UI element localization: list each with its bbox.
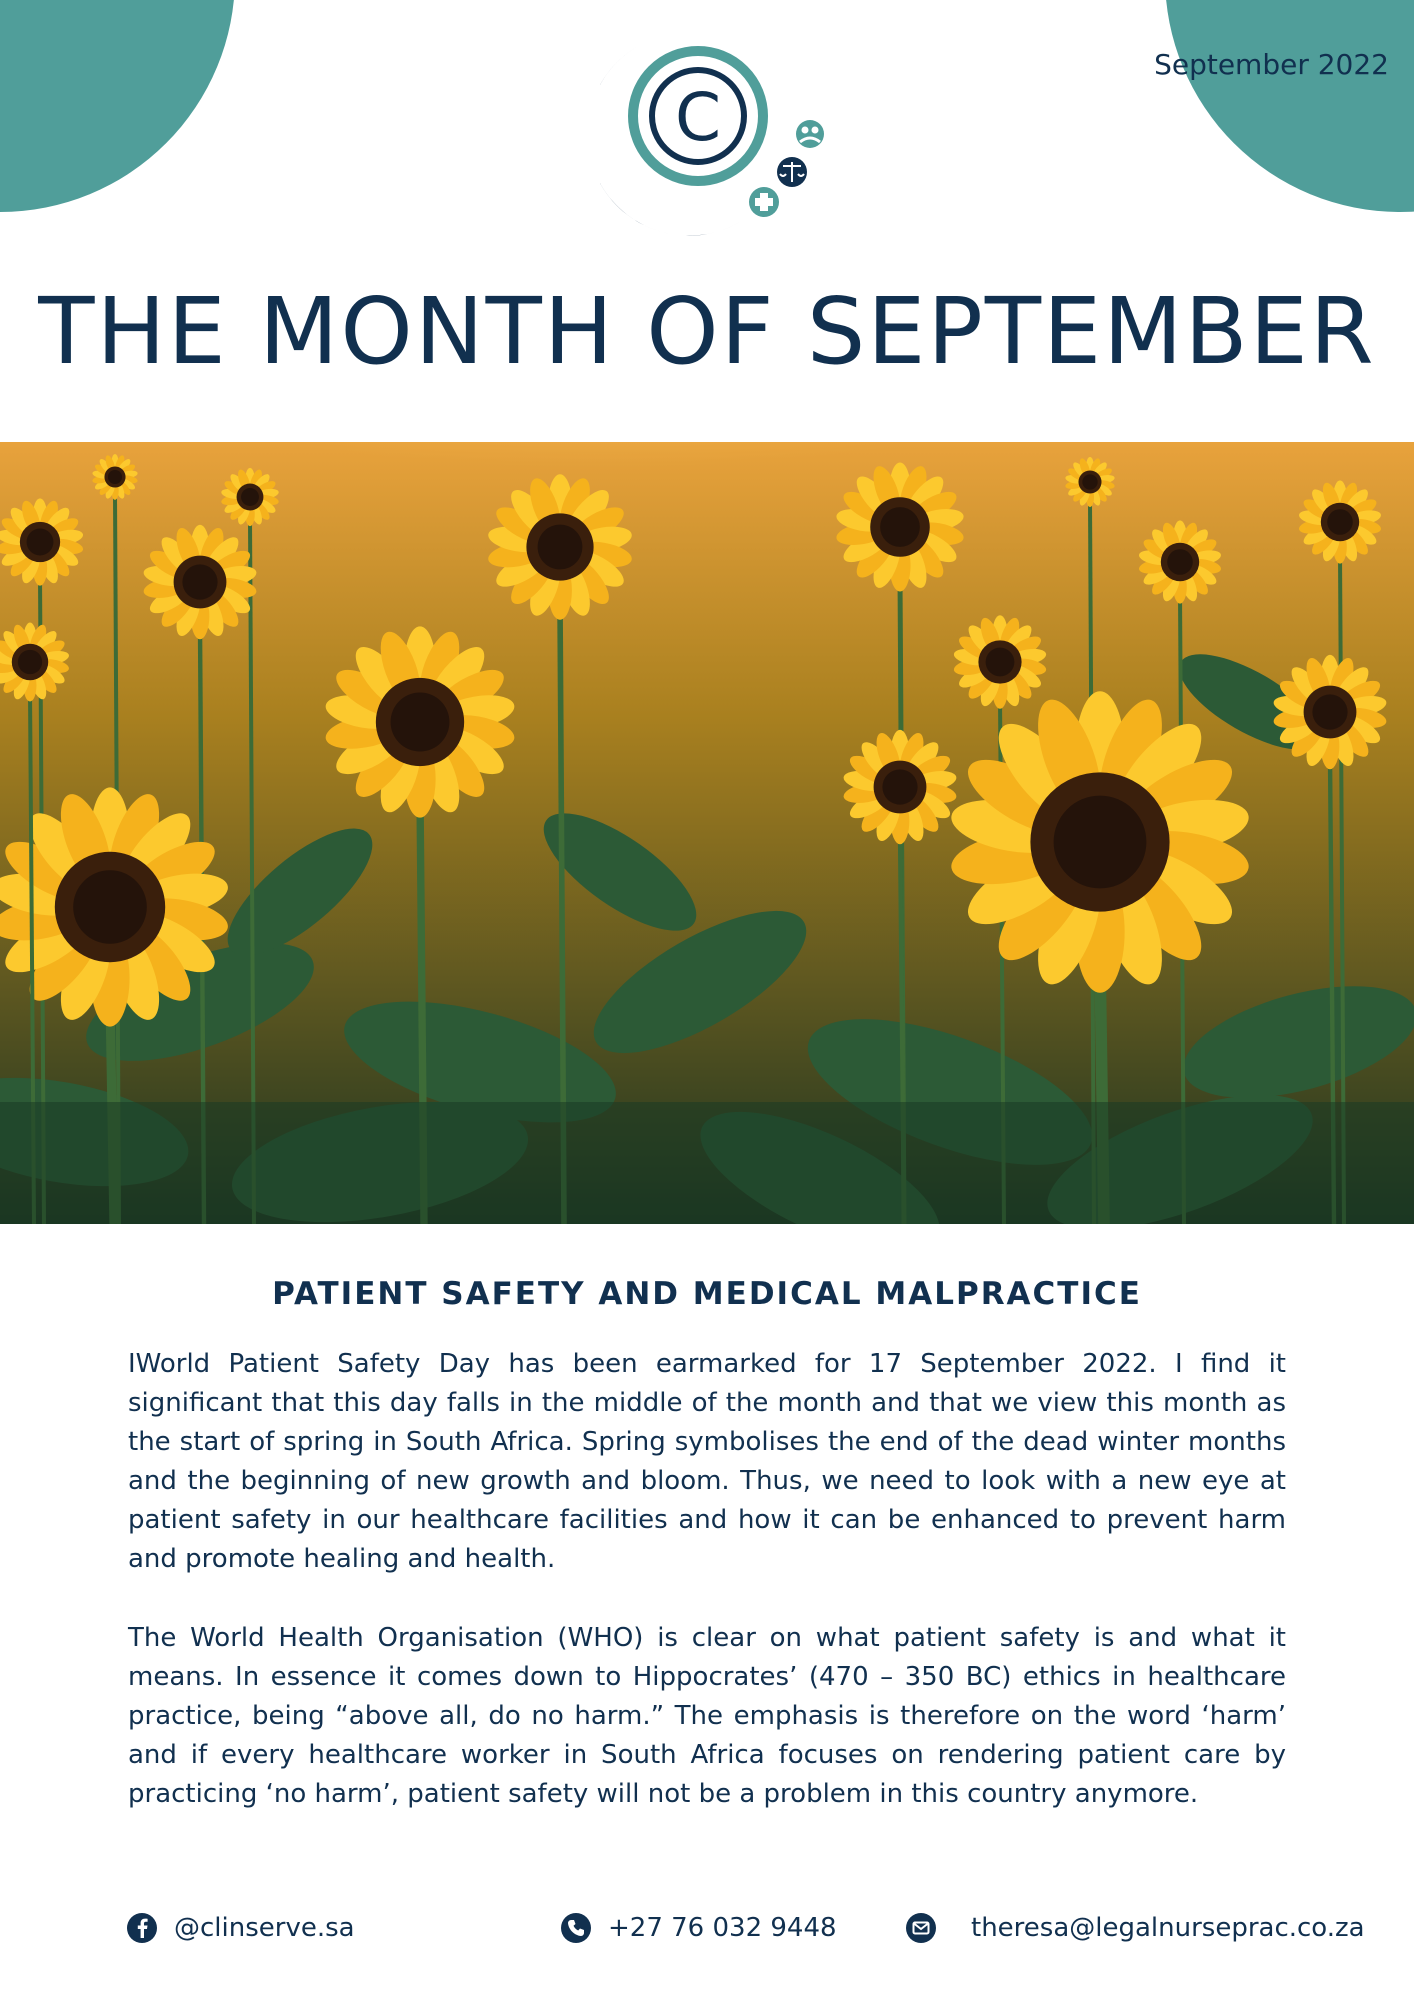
medical-cross-icon: [749, 187, 779, 217]
email-address: theresa@legalnurseprac.co.za: [971, 1913, 1365, 1943]
facebook-handle: @clinserve.sa: [174, 1913, 355, 1943]
article-paragraph: IWorld Patient Safety Day has been earmarked for 17 September 2022. I find it significant that this day falls in the middle of the month and that we view this month as the start of spring in South Africa. Spring symbolises the end of the dead winter months and the beginning of new growth and bloom. Thus, we need to look with a new eye at patient safety in our healthcare facilities and how it can be enhanced to prevent harm and promote healing and health.: [128, 1349, 1286, 1574]
mail-icon: [905, 1912, 937, 1944]
clinserve-logo: [600, 36, 830, 236]
phone-number: +27 76 032 9448: [608, 1913, 837, 1943]
page-title: THE MONTH OF SEPTEMBER: [38, 278, 1376, 385]
phone-contact[interactable]: [560, 1912, 837, 1944]
issue-date: September 2022: [1154, 48, 1389, 81]
corner-decoration-left: [0, 0, 235, 212]
article-heading: PATIENT SAFETY AND MEDICAL MALPRACTICE: [272, 1276, 1142, 1312]
facebook-contact[interactable]: [126, 1912, 355, 1944]
sunflower-field-image: [0, 442, 1414, 1224]
people-icon: [796, 120, 824, 148]
corner-decoration-right: [1165, 0, 1414, 212]
contact-footer: [0, 1912, 1414, 1960]
scales-icon: [777, 157, 807, 187]
phone-icon: [560, 1912, 592, 1944]
article-paragraph: The World Health Organisation (WHO) is clear on what patient safety is and what it means. In essence it comes down to Hippocrates’ (470 – 350 BC) ethics in healthcare practice, being “above all, do no harm.” The emphasis is therefore on the word ‘harm’ and if every healthcare worker in South Africa focuses on rendering patient care by practicing ‘no harm’, patient safety will not be a problem in this country anymore.: [128, 1623, 1286, 1809]
email-contact[interactable]: [905, 1912, 1365, 1944]
logo-letter: C: [674, 79, 722, 156]
facebook-icon: [126, 1912, 158, 1944]
